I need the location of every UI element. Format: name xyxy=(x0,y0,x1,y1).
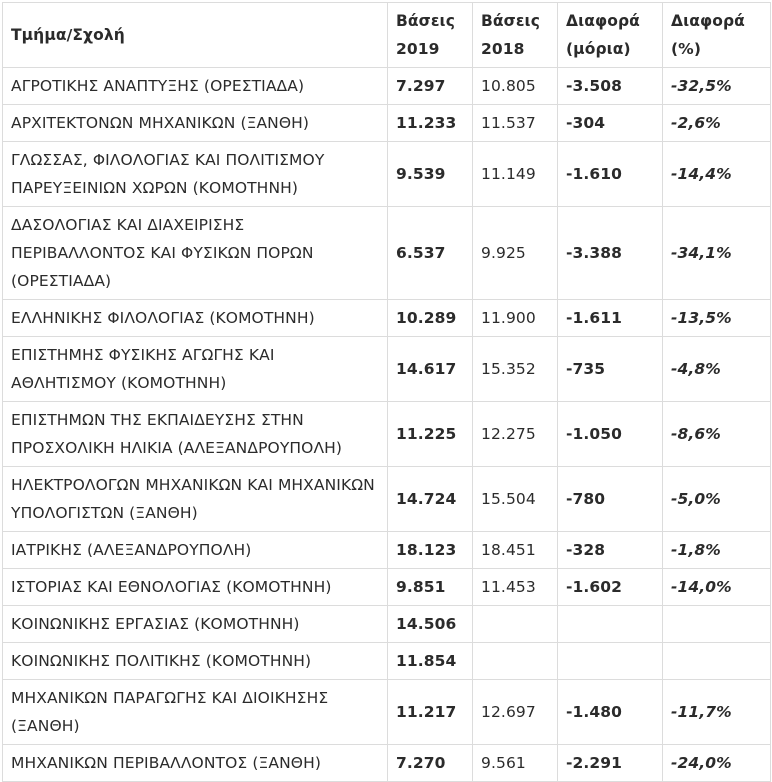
table-row xyxy=(3,532,771,569)
base-2018-cell: 18.451 xyxy=(473,532,558,569)
base-2019-cell: 6.537 xyxy=(388,207,473,300)
department-cell: ΚΟΙΝΩΝΙΚΗΣ ΕΡΓΑΣΙΑΣ (ΚΟΜΟΤΗΝΗ) xyxy=(3,606,388,643)
header-difference-percent: Διαφορά (%) xyxy=(663,3,771,68)
base-2019-cell: 11.225 xyxy=(388,402,473,467)
department-cell: ΕΠΙΣΤΗΜΗΣ ΦΥΣΙΚΗΣ ΑΓΩΓΗΣ ΚΑΙ ΑΘΛΗΤΙΣΜΟΥ (ΚΟΜΟΤΗΝΗ) xyxy=(3,337,388,402)
difference-points-cell: -1.602 xyxy=(558,569,663,606)
difference-points-cell: -328 xyxy=(558,532,663,569)
difference-points-cell: -1.611 xyxy=(558,300,663,337)
header-base-2018: Βάσεις 2018 xyxy=(473,3,558,68)
base-2018-cell xyxy=(473,643,558,680)
table-row xyxy=(3,142,771,207)
department-cell: ΑΓΡΟΤΙΚΗΣ ΑΝΑΠΤΥΞΗΣ (ΟΡΕΣΤΙΑΔΑ) xyxy=(3,68,388,105)
table-row xyxy=(3,402,771,467)
difference-points-cell: -2.291 xyxy=(558,745,663,782)
base-2019-cell: 14.506 xyxy=(388,606,473,643)
difference-percent-cell: -34,1% xyxy=(663,207,771,300)
difference-points-cell: -780 xyxy=(558,467,663,532)
header-base-2019: Βάσεις 2019 xyxy=(388,3,473,68)
header-row xyxy=(3,3,771,68)
department-cell: ΑΡΧΙΤΕΚΤΟΝΩΝ ΜΗΧΑΝΙΚΩΝ (ΞΑΝΘΗ) xyxy=(3,105,388,142)
difference-percent-cell: -11,7% xyxy=(663,680,771,745)
base-2019-cell: 14.617 xyxy=(388,337,473,402)
base-2018-cell: 9.925 xyxy=(473,207,558,300)
difference-points-cell: -735 xyxy=(558,337,663,402)
difference-points-cell xyxy=(558,606,663,643)
difference-points-cell: -1.610 xyxy=(558,142,663,207)
department-cell: ΕΛΛΗΝΙΚΗΣ ΦΙΛΟΛΟΓΙΑΣ (ΚΟΜΟΤΗΝΗ) xyxy=(3,300,388,337)
base-2019-cell: 18.123 xyxy=(388,532,473,569)
base-2019-cell: 11.854 xyxy=(388,643,473,680)
difference-points-cell: -1.050 xyxy=(558,402,663,467)
base-2019-cell: 7.270 xyxy=(388,745,473,782)
base-2019-cell: 11.233 xyxy=(388,105,473,142)
difference-percent-cell: -32,5% xyxy=(663,68,771,105)
difference-percent-cell: -1,8% xyxy=(663,532,771,569)
difference-percent-cell: -5,0% xyxy=(663,467,771,532)
department-cell: ΓΛΩΣΣΑΣ, ΦΙΛΟΛΟΓΙΑΣ ΚΑΙ ΠΟΛΙΤΙΣΜΟΥ ΠΑΡΕΥΞΕΙΝΙΩΝ ΧΩΡΩΝ (ΚΟΜΟΤΗΝΗ) xyxy=(3,142,388,207)
base-2019-cell: 10.289 xyxy=(388,300,473,337)
base-scores-table xyxy=(2,2,771,782)
department-cell: ΙΑΤΡΙΚΗΣ (ΑΛΕΞΑΝΔΡΟΥΠΟΛΗ) xyxy=(3,532,388,569)
difference-percent-cell: -24,0% xyxy=(663,745,771,782)
base-2018-cell xyxy=(473,606,558,643)
difference-percent-cell: -14,4% xyxy=(663,142,771,207)
base-2019-cell: 9.539 xyxy=(388,142,473,207)
department-cell: ΕΠΙΣΤΗΜΩΝ ΤΗΣ ΕΚΠΑΙΔΕΥΣΗΣ ΣΤΗΝ ΠΡΟΣΧΟΛΙΚΗ ΗΛΙΚΙΑ (ΑΛΕΞΑΝΔΡΟΥΠΟΛΗ) xyxy=(3,402,388,467)
department-cell: ΔΑΣΟΛΟΓΙΑΣ ΚΑΙ ΔΙΑΧΕΙΡΙΣΗΣ ΠΕΡΙΒΑΛΛΟΝΤΟΣ ΚΑΙ ΦΥΣΙΚΩΝ ΠΟΡΩΝ (ΟΡΕΣΤΙΑΔΑ) xyxy=(3,207,388,300)
base-2018-cell: 11.537 xyxy=(473,105,558,142)
table-row xyxy=(3,68,771,105)
base-2018-cell: 11.149 xyxy=(473,142,558,207)
base-2019-cell: 7.297 xyxy=(388,68,473,105)
table-row xyxy=(3,105,771,142)
table-row xyxy=(3,569,771,606)
table-body xyxy=(3,68,771,782)
difference-percent-cell: -4,8% xyxy=(663,337,771,402)
base-2018-cell: 11.900 xyxy=(473,300,558,337)
department-cell: ΜΗΧΑΝΙΚΩΝ ΠΑΡΑΓΩΓΗΣ ΚΑΙ ΔΙΟΙΚΗΣΗΣ (ΞΑΝΘΗ) xyxy=(3,680,388,745)
department-cell: ΗΛΕΚΤΡΟΛΟΓΩΝ ΜΗΧΑΝΙΚΩΝ ΚΑΙ ΜΗΧΑΝΙΚΩΝ ΥΠΟΛΟΓΙΣΤΩΝ (ΞΑΝΘΗ) xyxy=(3,467,388,532)
table-row xyxy=(3,745,771,782)
department-cell: ΙΣΤΟΡΙΑΣ ΚΑΙ ΕΘΝΟΛΟΓΙΑΣ (ΚΟΜΟΤΗΝΗ) xyxy=(3,569,388,606)
table-row xyxy=(3,606,771,643)
base-2018-cell: 15.352 xyxy=(473,337,558,402)
base-2018-cell: 15.504 xyxy=(473,467,558,532)
difference-percent-cell: -13,5% xyxy=(663,300,771,337)
difference-percent-cell: -14,0% xyxy=(663,569,771,606)
table-row xyxy=(3,337,771,402)
base-2018-cell: 12.275 xyxy=(473,402,558,467)
table-row xyxy=(3,207,771,300)
difference-percent-cell: -2,6% xyxy=(663,105,771,142)
base-2018-cell: 12.697 xyxy=(473,680,558,745)
table-row xyxy=(3,300,771,337)
base-2018-cell: 11.453 xyxy=(473,569,558,606)
base-2018-cell: 9.561 xyxy=(473,745,558,782)
difference-points-cell: -1.480 xyxy=(558,680,663,745)
department-cell: ΚΟΙΝΩΝΙΚΗΣ ΠΟΛΙΤΙΚΗΣ (ΚΟΜΟΤΗΝΗ) xyxy=(3,643,388,680)
difference-points-cell: -3.388 xyxy=(558,207,663,300)
table-row xyxy=(3,643,771,680)
base-2019-cell: 11.217 xyxy=(388,680,473,745)
difference-percent-cell xyxy=(663,643,771,680)
difference-points-cell: -304 xyxy=(558,105,663,142)
table-row xyxy=(3,467,771,532)
base-2018-cell: 10.805 xyxy=(473,68,558,105)
difference-points-cell xyxy=(558,643,663,680)
department-cell: ΜΗΧΑΝΙΚΩΝ ΠΕΡΙΒΑΛΛΟΝΤΟΣ (ΞΑΝΘΗ) xyxy=(3,745,388,782)
base-2019-cell: 9.851 xyxy=(388,569,473,606)
difference-percent-cell xyxy=(663,606,771,643)
difference-points-cell: -3.508 xyxy=(558,68,663,105)
base-2019-cell: 14.724 xyxy=(388,467,473,532)
difference-percent-cell: -8,6% xyxy=(663,402,771,467)
header-department: Τμήμα/Σχολή xyxy=(3,3,388,68)
table-row xyxy=(3,680,771,745)
header-difference-points: Διαφορά (μόρια) xyxy=(558,3,663,68)
